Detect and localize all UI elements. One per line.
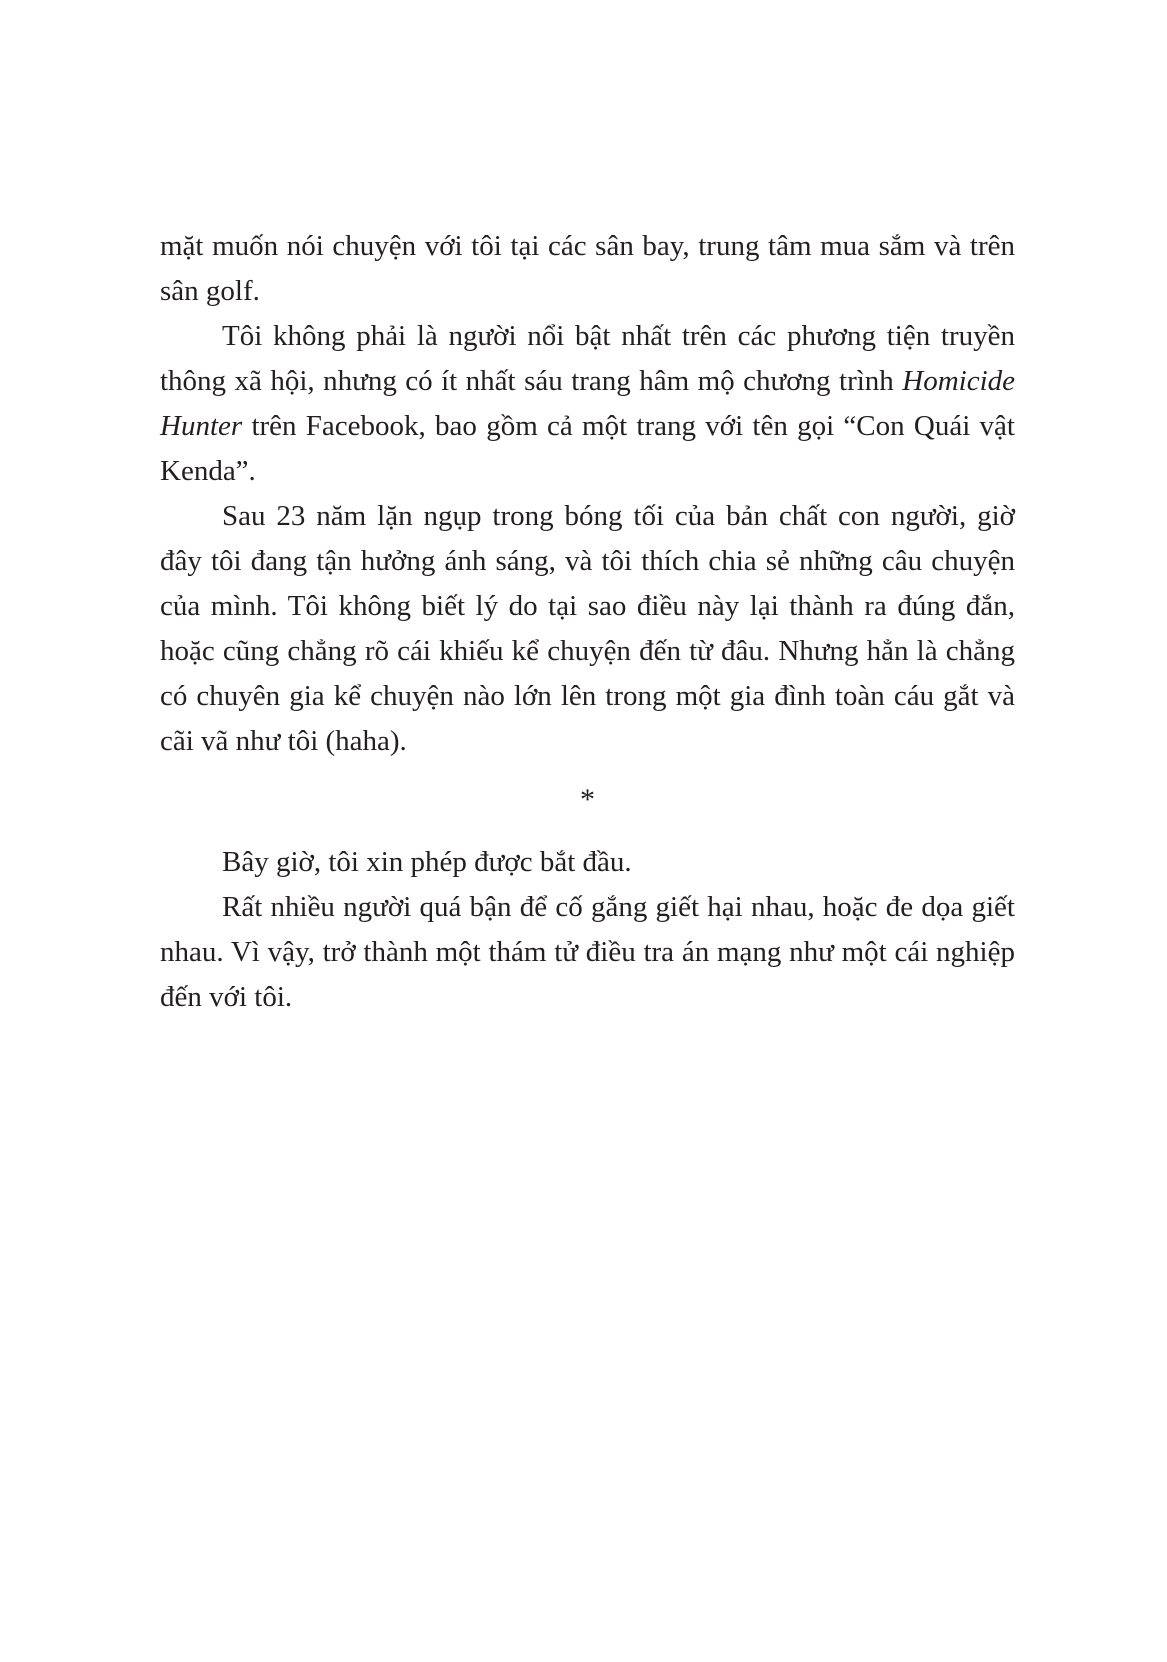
paragraph-text: Sau 23 năm lặn ngụp trong bóng tối của bản chất con người, giờ đây tôi đang tận hưởng ánh sáng, và tôi thích chia sẻ những câu chuyện của mình. Tôi không biết lý do tại sao điều này lại thành ra đúng đắn, hoặc cũng chẳng rõ cái khiếu kể chuyện đến từ đâu. Nhưng hẳn là chẳng có chuyên gia kể chuyện nào lớn lên trong một gia đình toàn cáu gắt và cãi vã như tôi (haha). <box>160 500 1015 757</box>
paragraph <box>160 885 1015 1020</box>
paragraph-text: mặt muốn nói chuyện với tôi tại các sân bay, trung tâm mua sắm và trên sân golf. <box>160 230 1015 307</box>
paragraph <box>160 314 1015 494</box>
paragraph <box>160 840 1015 885</box>
body-text <box>160 224 1015 1020</box>
paragraph <box>160 494 1015 764</box>
show-title: Homicide Hunter <box>160 365 1015 442</box>
paragraph-text: Tôi không phải là người nổi bật nhất trên các phương tiện truyền thông xã hội, nhưng có ít nhất sáu trang hâm mộ chương trình <box>160 320 1015 397</box>
paragraph-text: Bây giờ, tôi xin phép được bắt đầu. <box>222 846 632 878</box>
paragraph-text: trên Facebook, bao gồm cả một trang với tên gọi “Con Quái vật Kenda”. <box>160 410 1015 487</box>
paragraph-text: Rất nhiều người quá bận để cố gắng giết hại nhau, hoặc đe dọa giết nhau. Vì vậy, trở thành một thám tử điều tra án mạng như một cái nghiệp đến với tôi. <box>160 891 1015 1013</box>
section-separator: * <box>580 783 595 816</box>
paragraph <box>160 224 1015 314</box>
